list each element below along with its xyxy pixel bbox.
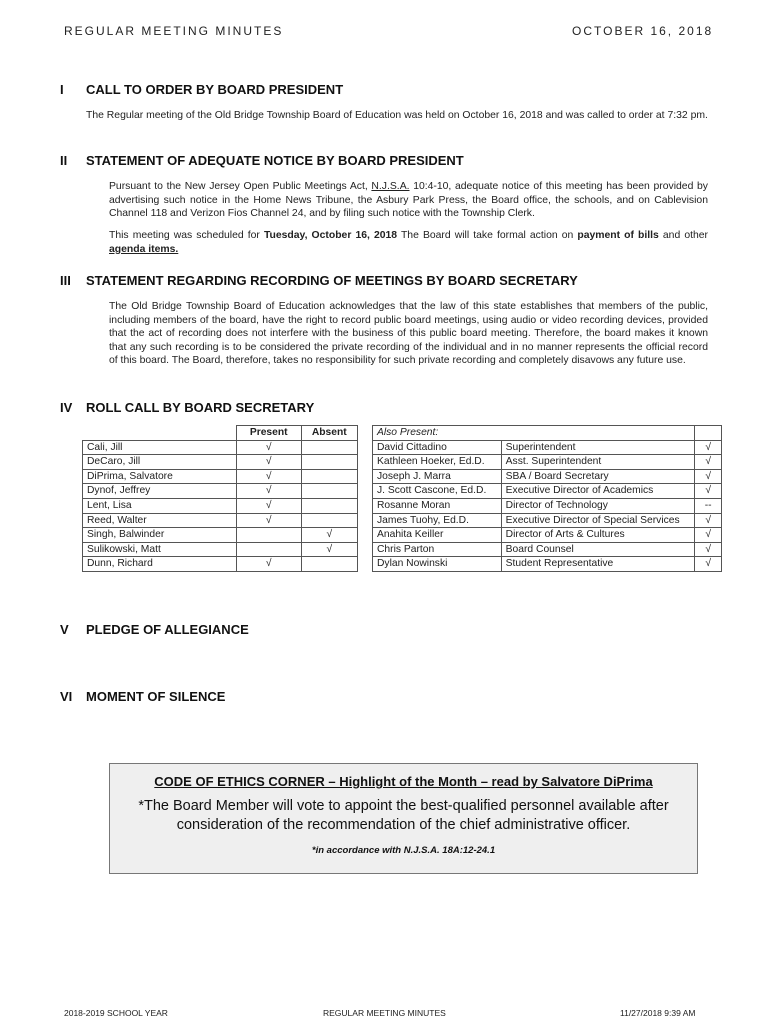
present-mark: √ [236, 557, 301, 572]
agenda-items: agenda items. [109, 243, 179, 255]
also-present-row [373, 498, 722, 513]
also-present-header-row [373, 426, 722, 441]
section-number: V [60, 622, 69, 637]
also-present-table [372, 425, 722, 572]
code-of-ethics-box [109, 763, 698, 874]
schedule-text-b: The Board will take formal action on [397, 230, 578, 241]
section-title: ROLL CALL BY BOARD SECRETARY [86, 400, 315, 415]
staff-name: Joseph J. Marra [373, 469, 502, 484]
roll-call-row [83, 557, 358, 572]
call-to-order-text: The Regular meeting of the Old Bridge Township Board of Education was held on October 16, 2018 and was called to order at 7:32 pm. [86, 110, 708, 121]
section-title: STATEMENT REGARDING RECORDING OF MEETINGS BY BOARD SECRETARY [86, 273, 578, 288]
ethics-body: *The Board Member will vote to appoint the best-qualified personnel available after consideration of the recommendation of the chief administrative officer. [138, 798, 669, 833]
ethics-title: CODE OF ETHICS CORNER – Highlight of the Month – read by Salvatore DiPrima [154, 774, 653, 789]
staff-role: Director of Technology [501, 498, 695, 513]
member-name: DiPrima, Salvatore [83, 469, 237, 484]
section-title: STATEMENT OF ADEQUATE NOTICE BY BOARD PRESIDENT [86, 153, 464, 168]
member-name: Singh, Balwinder [83, 528, 237, 543]
present-mark: √ [236, 484, 301, 499]
member-name: Dunn, Richard [83, 557, 237, 572]
absent-mark [301, 498, 357, 513]
doc-header-date: OCTOBER 16, 2018 [572, 24, 714, 38]
absent-mark [301, 484, 357, 499]
attendance-mark: √ [695, 557, 722, 572]
schedule-text-a: This meeting was scheduled for [109, 230, 264, 241]
absent-mark [301, 513, 357, 528]
staff-name: Anahita Keiller [373, 528, 502, 543]
absent-mark [301, 455, 357, 470]
attendance-mark: √ [695, 528, 722, 543]
notice-text-before: Pursuant to the New Jersey Open Public Meetings Act, [109, 181, 372, 192]
present-mark [236, 528, 301, 543]
notice-paragraph [109, 180, 708, 221]
footer-title: REGULAR MEETING MINUTES [323, 1008, 446, 1018]
staff-role: Asst. Superintendent [501, 455, 695, 470]
roll-header-absent: Absent [301, 426, 357, 441]
roll-call-row [83, 528, 358, 543]
njsa-reference: N.J.S.A. [371, 181, 410, 192]
roll-call-row [83, 455, 358, 470]
staff-name: J. Scott Cascone, Ed.D. [373, 484, 502, 499]
member-name: DeCaro, Jill [83, 455, 237, 470]
also-present-label: Also Present: [373, 426, 695, 441]
footer-timestamp: 11/27/2018 9:39 AM [620, 1008, 696, 1018]
doc-header-title: REGULAR MEETING MINUTES [64, 24, 284, 38]
staff-name: James Tuohy, Ed.D. [373, 513, 502, 528]
staff-role: Director of Arts & Cultures [501, 528, 695, 543]
schedule-paragraph [109, 229, 708, 256]
notice-text-after: 10:4-10, adequate notice of this meeting has been provided by advertising such notice in the Home News Tribune, the Asbury Park Press, the Board office, the schools, and on Cablevision Channel 118 and Verizon Fios Channel 24, and by filing such notice with the Township Clerk. [109, 181, 708, 220]
roll-header-present: Present [236, 426, 301, 441]
attendance-mark: √ [695, 513, 722, 528]
staff-name: Kathleen Hoeker, Ed.D. [373, 455, 502, 470]
absent-mark: √ [301, 542, 357, 557]
present-mark: √ [236, 469, 301, 484]
absent-mark [301, 469, 357, 484]
also-present-row [373, 528, 722, 543]
section-number: II [60, 153, 68, 168]
present-mark: √ [236, 455, 301, 470]
staff-name: Chris Parton [373, 542, 502, 557]
also-present-row [373, 557, 722, 572]
attendance-mark: √ [695, 542, 722, 557]
schedule-text-c: and other [658, 230, 708, 241]
attendance-mark: √ [695, 469, 722, 484]
absent-mark: √ [301, 528, 357, 543]
absent-mark [301, 557, 357, 572]
also-present-row [373, 513, 722, 528]
attendance-mark: √ [695, 484, 722, 499]
attendance-mark: -- [695, 498, 722, 513]
also-present-row [373, 455, 722, 470]
present-mark: √ [236, 440, 301, 455]
section-number: VI [60, 689, 73, 704]
ethics-note: *in accordance with N.J.S.A. 18A:12-24.1 [311, 845, 496, 856]
meeting-date: Tuesday, October 16, 2018 [263, 230, 398, 241]
staff-role: Board Counsel [501, 542, 695, 557]
staff-role: Executive Director of Academics [501, 484, 695, 499]
roll-call-header-row [83, 426, 358, 441]
roll-call-row [83, 440, 358, 455]
section-title: PLEDGE OF ALLEGIANCE [86, 622, 249, 637]
section-number: IV [60, 400, 73, 415]
roll-call-row [83, 469, 358, 484]
recording-statement-text: The Old Bridge Township Board of Education acknowledges that the law of this state establishes that members of the public, including members of the board, have the right to record public board meetings, using audio or video recording devices, provided that the act of recording does not interfere with the business of this public board meeting. Therefore, the board makes it known that any such recording is to be considered the private recording of the individual and in no manner represents the official record of this board. The Board, therefore, takes no responsibility for such private recording and completely disavows any future use. [109, 301, 708, 367]
member-name: Cali, Jill [83, 440, 237, 455]
staff-name: David Cittadino [373, 440, 502, 455]
roll-call-row [83, 484, 358, 499]
present-mark: √ [236, 513, 301, 528]
also-present-row [373, 542, 722, 557]
present-mark: √ [236, 498, 301, 513]
staff-role: Executive Director of Special Services [501, 513, 695, 528]
also-present-row [373, 484, 722, 499]
roll-call-table [82, 425, 358, 572]
staff-name: Dylan Nowinski [373, 557, 502, 572]
roll-call-row [83, 542, 358, 557]
roll-call-row [83, 513, 358, 528]
attendance-mark: √ [695, 455, 722, 470]
section-number: III [60, 273, 71, 288]
roll-header-blank [83, 426, 237, 441]
section-number: I [60, 82, 64, 97]
member-name: Dynof, Jeffrey [83, 484, 237, 499]
section-title: CALL TO ORDER BY BOARD PRESIDENT [86, 82, 344, 97]
roll-call-row [83, 498, 358, 513]
present-mark [236, 542, 301, 557]
staff-role: Superintendent [501, 440, 695, 455]
section-title: MOMENT OF SILENCE [86, 689, 226, 704]
staff-role: Student Representative [501, 557, 695, 572]
absent-mark [301, 440, 357, 455]
member-name: Reed, Walter [83, 513, 237, 528]
staff-name: Rosanne Moran [373, 498, 502, 513]
also-present-row [373, 469, 722, 484]
also-present-row [373, 440, 722, 455]
footer-school-year: 2018-2019 SCHOOL YEAR [64, 1008, 168, 1018]
member-name: Sulikowski, Matt [83, 542, 237, 557]
also-present-header-blank [695, 426, 722, 441]
staff-role: SBA / Board Secretary [501, 469, 695, 484]
payment-of-bills: payment of bills [577, 230, 659, 241]
attendance-mark: √ [695, 440, 722, 455]
member-name: Lent, Lisa [83, 498, 237, 513]
